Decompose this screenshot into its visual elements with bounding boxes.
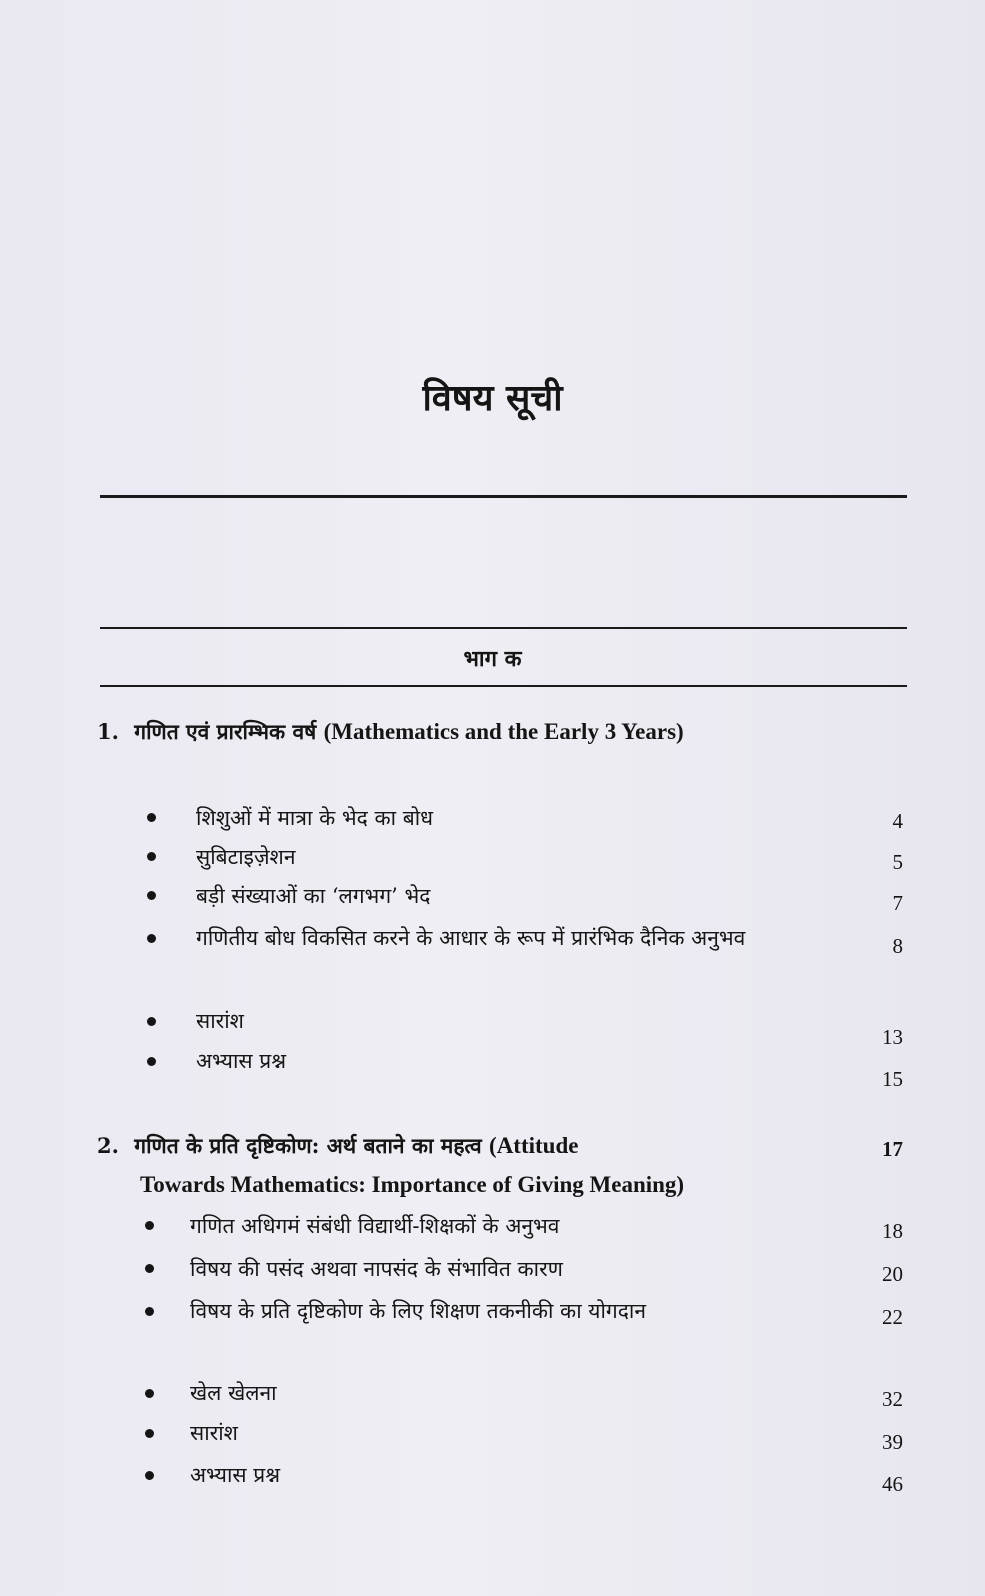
page-number: 18	[882, 1219, 903, 1243]
toc-item: विषय के प्रति दृष्टिकोण के लिए शिक्षण तकनीकी का योगदान	[190, 1299, 646, 1323]
page-number: 39	[882, 1430, 903, 1454]
chapter-2-heading	[97, 1132, 578, 1160]
bullet-icon	[147, 852, 156, 861]
page-number: 20	[882, 1262, 903, 1286]
page-number: 7	[892, 891, 903, 915]
toc-item: सुबिटाइज़ेशन	[196, 845, 296, 869]
bullet-icon	[145, 1307, 154, 1316]
page-number: 8	[892, 934, 903, 958]
part-label: भाग क	[463, 646, 522, 672]
toc-item: बड़ी संख्याओं का ‘लगभग’ भेद	[196, 884, 431, 908]
chapter-title-english: Towards Mathematics: Importance of Giving Meaning)	[140, 1172, 685, 1197]
toc-item: अभ्यास प्रश्न	[196, 1049, 287, 1073]
bullet-icon	[145, 1264, 154, 1273]
toc-item: अभ्यास प्रश्न	[190, 1463, 281, 1487]
toc-item: खेल खेलना	[190, 1381, 277, 1405]
bullet-icon	[145, 1221, 154, 1230]
chapter-2-heading-continued	[140, 1172, 684, 1198]
page-number: 46	[882, 1472, 903, 1496]
page-number: 22	[882, 1305, 903, 1329]
bullet-icon	[147, 891, 156, 900]
page-number: 32	[882, 1387, 903, 1411]
page-number: 13	[882, 1025, 903, 1049]
chapter-title-hindi: गणित एवं प्रारम्भिक वर्ष	[134, 719, 317, 744]
toc-item: गणितीय बोध विकसित करने के आधार के रूप में प्रारंभिक दैनिक अनुभव	[196, 926, 746, 950]
toc-item: शिशुओं में मात्रा के भेद का बोध	[196, 806, 434, 830]
chapter-1-heading	[97, 718, 684, 746]
toc-item: सारांश	[190, 1421, 238, 1445]
chapter-title-hindi: गणित के प्रति दृष्टिकोण: अर्थ बताने का महत्व	[134, 1133, 482, 1158]
bullet-icon	[147, 813, 156, 822]
bullet-icon	[145, 1389, 154, 1398]
chapter-number: 2.	[97, 1133, 119, 1158]
part-divider-bottom	[100, 685, 907, 687]
toc-item: विषय की पसंद अथवा नापसंद के संभावित कारण	[190, 1257, 563, 1281]
toc-item: गणित अधिगमं संबंधी विद्यार्थी-शिक्षकों के अनुभव	[190, 1214, 560, 1238]
page-number: 17	[882, 1137, 903, 1161]
title-divider	[100, 495, 907, 498]
chapter-title-english: (Attitude	[489, 1133, 579, 1158]
chapter-title-english: (Mathematics and the Early 3 Years)	[323, 719, 684, 744]
bullet-icon	[145, 1429, 154, 1438]
page-number: 4	[892, 809, 903, 833]
chapter-number: 1.	[97, 719, 119, 744]
bullet-icon	[147, 1017, 156, 1026]
bullet-icon	[147, 934, 156, 943]
page-number: 5	[892, 850, 903, 874]
toc-item: सारांश	[196, 1009, 244, 1033]
page-title: विषय सूची	[422, 377, 563, 419]
bullet-icon	[147, 1057, 156, 1066]
page-number: 15	[882, 1067, 903, 1091]
bullet-icon	[145, 1471, 154, 1480]
part-divider-top	[100, 627, 907, 629]
